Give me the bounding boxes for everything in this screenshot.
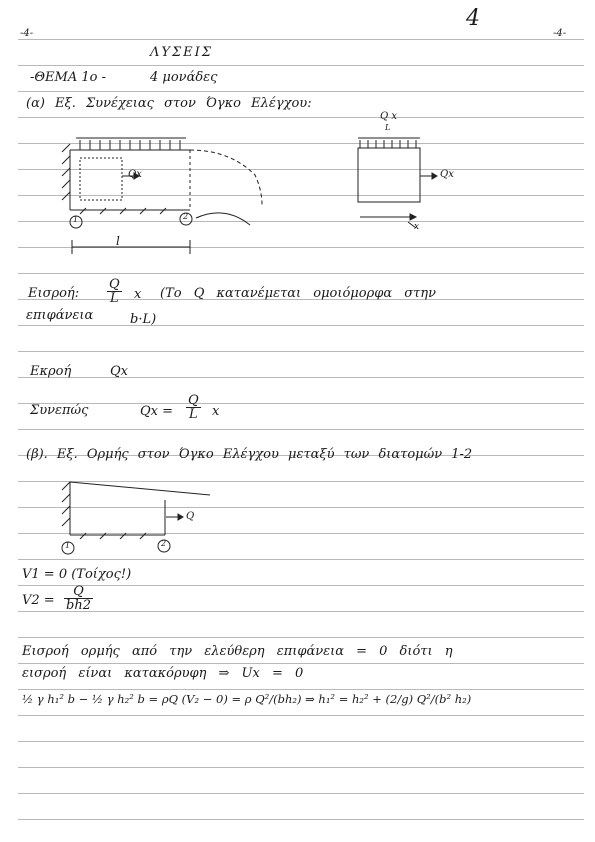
diagram-b-flow-label: Q: [186, 511, 195, 522]
inflow-note-surface: επιφάνεια: [26, 308, 94, 323]
inflow-note-area: b·L): [130, 312, 157, 327]
page-number-left: -4-: [20, 28, 34, 39]
momentum-text-2: εισροή είναι κατακόρυφη ⇒ Ux = 0: [22, 666, 304, 681]
inflow-variable: x: [134, 287, 142, 302]
conclusion-label: Συνεπώς: [30, 403, 89, 418]
diagram-a-inflow-den: L: [385, 123, 391, 132]
outflow-value: Qx: [110, 364, 128, 379]
conclusion-variable: x: [212, 404, 220, 419]
diagram-a-right-outflow-label: Qx: [440, 169, 454, 180]
part-a-heading: (α) Εξ. Συνέχειας στον Όγκο Ελέγχου:: [26, 96, 312, 111]
page-title: ΛΥΣΕΙΣ: [150, 45, 213, 60]
v1-statement: V1 = 0 (Τοίχος!): [22, 567, 132, 582]
outflow-label: Εκροή: [30, 364, 72, 379]
conclusion-denominator: L: [189, 407, 198, 422]
diagram-a-inflow-label: Q x: [380, 111, 398, 122]
v2-lhs: V2 =: [22, 593, 55, 608]
inflow-denominator: L: [110, 291, 119, 306]
conclusion-numerator: Q: [188, 393, 199, 408]
v2-denominator: bh2: [66, 598, 91, 613]
page-number-right: -4-: [553, 28, 567, 39]
diagram-b-section-1: 1: [65, 541, 71, 550]
diagram-a-outflow-label: Qx: [128, 169, 142, 180]
length-label: l: [116, 234, 120, 248]
topic-points: 4 μονάδες: [150, 70, 218, 85]
topic-label: -ΘΕΜΑ 1ο -: [30, 70, 106, 85]
v2-numerator: Q: [64, 585, 93, 599]
part-b-heading: (β). Εξ. Ορμής στον Όγκο Ελέγχου μεταξύ των διατομών 1-2: [26, 447, 473, 462]
page-mark: 4: [466, 6, 480, 31]
x-axis-label: x: [414, 222, 420, 232]
section-2-label: 2: [183, 212, 189, 221]
section-1-label: 1: [73, 215, 79, 224]
inflow-numerator: Q: [109, 277, 120, 292]
conclusion-lhs: Qx =: [140, 404, 174, 419]
inflow-note: (Το Q κατανέμεται ομοιόμορφα στην: [160, 286, 436, 301]
v2-fraction: [64, 585, 93, 612]
momentum-equation: ½ γ h₁² b − ½ γ h₂² b = ρQ (V₂ − 0) = ρ Q²/(bh₂) ⇒ h₁² = h₂² + (2/g) Q²/(b² h₂): [22, 692, 472, 706]
diagram-b-section-2: 2: [161, 539, 167, 548]
momentum-text-1: Εισροή ορμής από την ελεύθερη επιφάνεια = 0 διότι η: [22, 644, 453, 659]
inflow-label: Εισροή:: [28, 286, 80, 301]
